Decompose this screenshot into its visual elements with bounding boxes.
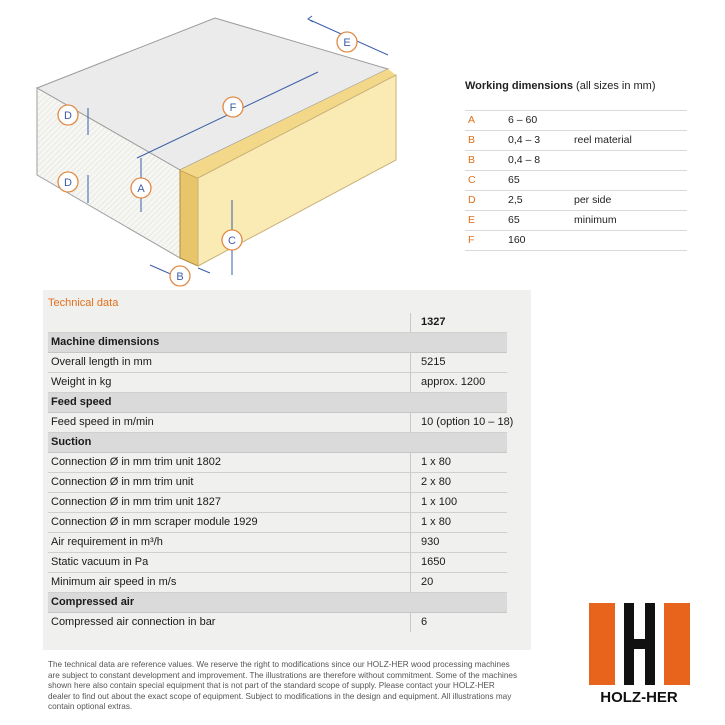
label-c bbox=[222, 230, 242, 250]
td-row bbox=[48, 373, 507, 393]
td-label: Connection Ø in mm trim unit 1827 bbox=[51, 496, 221, 508]
wd-letter: C bbox=[468, 174, 476, 186]
td-row bbox=[48, 513, 507, 533]
wd-letter: F bbox=[468, 234, 475, 246]
td-label: Minimum air speed in m/s bbox=[51, 576, 177, 588]
td-value: 2 x 80 bbox=[421, 476, 451, 488]
working-dimensions-heading: Working dimensions bbox=[465, 80, 573, 92]
wd-letter: D bbox=[468, 194, 476, 206]
td-value: 20 bbox=[421, 576, 434, 588]
td-label: Connection Ø in mm scraper module 1929 bbox=[51, 516, 258, 528]
wd-row bbox=[465, 150, 687, 170]
svg-text:B: B bbox=[176, 271, 184, 283]
working-dimensions bbox=[465, 80, 687, 251]
td-label: Suction bbox=[51, 436, 92, 448]
working-dimensions-title bbox=[465, 80, 687, 92]
td-row bbox=[48, 453, 507, 473]
wd-letter: B bbox=[468, 154, 476, 166]
td-label: Weight in kg bbox=[51, 376, 112, 388]
wd-row bbox=[465, 230, 687, 251]
td-value: 1 x 80 bbox=[421, 516, 451, 528]
wd-letter: A bbox=[468, 114, 476, 126]
td-row bbox=[48, 553, 507, 573]
td-label: Connection Ø in mm trim unit bbox=[51, 476, 194, 488]
td-row bbox=[48, 573, 507, 593]
td-value: 1 x 80 bbox=[421, 456, 451, 468]
wd-extra: minimum bbox=[574, 214, 617, 226]
td-label: Compressed air connection in bar bbox=[51, 616, 216, 628]
svg-text:E: E bbox=[343, 37, 351, 49]
label-e bbox=[337, 32, 357, 52]
td-label: Compressed air bbox=[51, 596, 135, 608]
td-value: 5215 bbox=[421, 356, 446, 368]
label-d-top bbox=[58, 105, 78, 125]
wd-row bbox=[465, 110, 687, 130]
wd-row bbox=[465, 130, 687, 150]
wd-value: 65 bbox=[508, 214, 520, 226]
td-row bbox=[48, 353, 507, 373]
wd-row bbox=[465, 170, 687, 190]
label-a bbox=[131, 178, 151, 198]
wd-row bbox=[465, 190, 687, 210]
svg-text:D: D bbox=[64, 177, 72, 189]
wd-value: 0,4 – 3 bbox=[508, 134, 541, 146]
td-label: Static vacuum in Pa bbox=[51, 556, 149, 568]
technical-data-table bbox=[48, 313, 514, 632]
edge-band-front bbox=[180, 170, 198, 266]
td-row bbox=[48, 613, 507, 632]
td-value: 1 x 100 bbox=[421, 496, 458, 508]
working-dimensions-note: (all sizes in mm) bbox=[576, 80, 656, 92]
disclaimer-text: The technical data are reference values. We reserve the right to modifications since our HOLZ-HER wood processing machines are subject to constant development and improvement. The illustrations are therefore without commitment. Some of the machines shown here also contain special equipment that is not part of the standard scope of supply. Please contact your HOLZ-HER dealer to find out about the exact scope of equipment. Subject to modifications in the design and equipment. All illustrations may contain optional extras. bbox=[48, 660, 518, 712]
td-header-row bbox=[48, 313, 507, 333]
td-row bbox=[48, 413, 514, 433]
label-d-bottom bbox=[58, 172, 78, 192]
td-section-row bbox=[48, 393, 507, 413]
svg-text:F: F bbox=[229, 102, 237, 114]
td-section-row bbox=[48, 593, 507, 613]
wd-value: 160 bbox=[508, 234, 526, 246]
td-value: 930 bbox=[421, 536, 440, 548]
td-value: 1650 bbox=[421, 556, 446, 568]
td-value: 10 (option 10 – 18) bbox=[421, 416, 514, 428]
td-label: Machine dimensions bbox=[51, 336, 160, 348]
wd-value: 65 bbox=[508, 174, 520, 186]
td-value: 6 bbox=[421, 616, 428, 628]
svg-text:C: C bbox=[228, 235, 236, 247]
svg-text:D: D bbox=[64, 110, 72, 122]
technical-data-title: Technical data bbox=[48, 297, 119, 309]
label-f bbox=[223, 97, 243, 117]
holz-her-logo bbox=[584, 597, 694, 707]
td-label: Overall length in mm bbox=[51, 356, 152, 368]
workpiece-diagram bbox=[0, 0, 430, 290]
wd-letter: E bbox=[468, 214, 476, 226]
td-label: Feed speed bbox=[51, 396, 112, 408]
td-value: approx. 1200 bbox=[421, 376, 486, 388]
wd-value: 0,4 – 8 bbox=[508, 154, 541, 166]
wd-extra: reel material bbox=[574, 134, 632, 146]
td-section-row bbox=[48, 433, 507, 453]
td-section-row bbox=[48, 333, 507, 353]
td-row bbox=[48, 493, 507, 513]
label-b bbox=[170, 266, 190, 286]
wd-extra: per side bbox=[574, 194, 612, 206]
wd-value: 2,5 bbox=[508, 194, 523, 206]
td-row bbox=[48, 533, 507, 553]
td-label: Feed speed in m/min bbox=[51, 416, 154, 428]
logo-wordmark: HOLZ-HER bbox=[600, 689, 678, 706]
wd-letter: B bbox=[468, 134, 476, 146]
td-row bbox=[48, 473, 507, 493]
td-label: Connection Ø in mm trim unit 1802 bbox=[51, 456, 221, 468]
svg-text:A: A bbox=[137, 183, 145, 195]
wd-value: 6 – 60 bbox=[508, 114, 538, 126]
td-label: Air requirement in m³/h bbox=[51, 536, 163, 548]
wd-row bbox=[465, 210, 687, 230]
td-model: 1327 bbox=[421, 316, 446, 328]
